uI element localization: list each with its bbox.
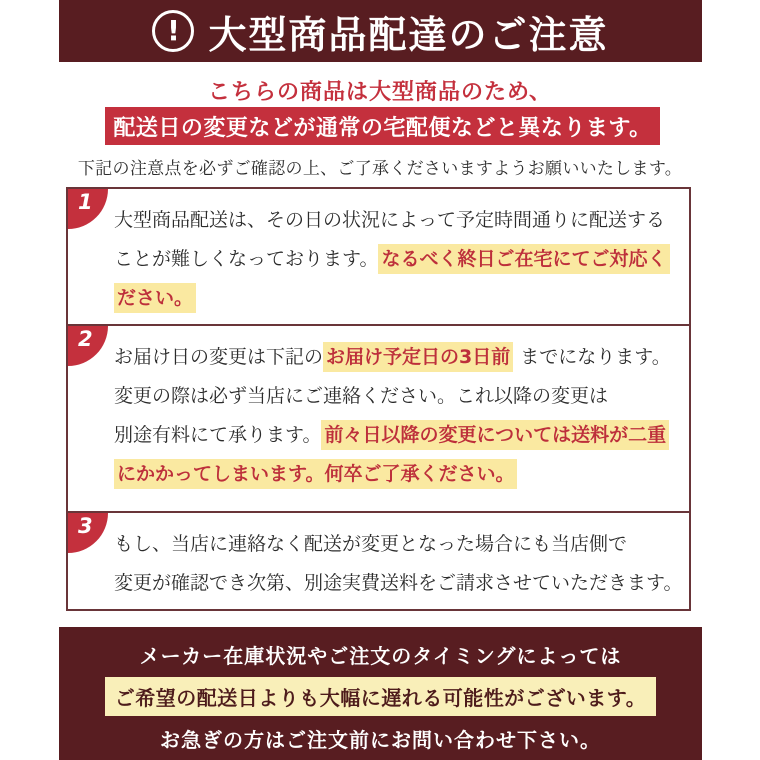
notice-section-2 bbox=[68, 324, 689, 511]
highlighted-text-run: お届け予定日の3日前 bbox=[323, 342, 513, 372]
section-number-badge: 3 bbox=[68, 513, 108, 553]
section-text-line bbox=[114, 525, 681, 564]
highlighted-text-run: なるべく終日ご在宅にてご対応く bbox=[378, 244, 669, 274]
section-text-line bbox=[114, 279, 681, 318]
text-run: 変更が確認でき次第、別途実費送料をご請求させていただきます。 bbox=[114, 572, 683, 594]
section-number-badge: 2 bbox=[68, 326, 108, 366]
highlighted-text-run: 前々日以降の変更については送料が二重 bbox=[321, 420, 669, 450]
section-text-line bbox=[114, 416, 681, 455]
text-run: もし、当店に連絡なく配送が変更となった場合にも当店側で bbox=[114, 533, 628, 555]
section-text-line bbox=[114, 377, 681, 416]
section-text-line bbox=[114, 201, 681, 240]
footer-line-3: お急ぎの方はご注文前にお問い合わせ下さい。 bbox=[160, 728, 601, 752]
text-run: までになります。 bbox=[520, 346, 671, 368]
section-text-line bbox=[114, 338, 681, 377]
highlighted-text-run: ださい。 bbox=[114, 283, 196, 313]
footer-highlight-text: ご希望の配送日よりも大幅に遅れる可能性がございます。 bbox=[105, 677, 656, 716]
header-banner bbox=[59, 0, 702, 62]
footer-banner bbox=[59, 627, 702, 760]
notice-section-1 bbox=[68, 189, 689, 324]
notice-sections-box bbox=[66, 187, 691, 611]
page-title: 大型商品配達のご注意 bbox=[208, 12, 609, 57]
section-number-badge: 1 bbox=[68, 189, 108, 229]
intro-lead-text: こちらの商品は大型商品のため、 bbox=[207, 80, 553, 105]
section-text-line bbox=[114, 455, 681, 494]
text-run: 大型商品配送は、その日の状況によって予定時間通りに配送する bbox=[114, 209, 666, 231]
exclamation-circle-icon: ! bbox=[152, 10, 194, 52]
intro-note-text: 下記の注意点を必ずご確認の上、ご了承くださいますようお願いいたします。 bbox=[77, 159, 683, 179]
text-run: 変更の際は必ず当店にご連絡ください。これ以降の変更は bbox=[114, 385, 609, 407]
text-run: ことが難しくなっております。 bbox=[114, 248, 379, 270]
text-run: お届け日の変更は下記の bbox=[114, 346, 324, 368]
section-text-line bbox=[114, 564, 681, 603]
text-run: 別途有料にて承ります。 bbox=[114, 424, 322, 446]
notice-section-3 bbox=[68, 511, 689, 609]
highlighted-text-run: にかかってしまいます。何卒ご了承ください。 bbox=[114, 459, 517, 489]
intro-banner: 配送日の変更などが通常の宅配便などと異なります。 bbox=[105, 107, 660, 145]
section-text-line bbox=[114, 240, 681, 279]
footer-line-1: メーカー在庫状況やご注文のタイミングによっては bbox=[139, 644, 622, 668]
